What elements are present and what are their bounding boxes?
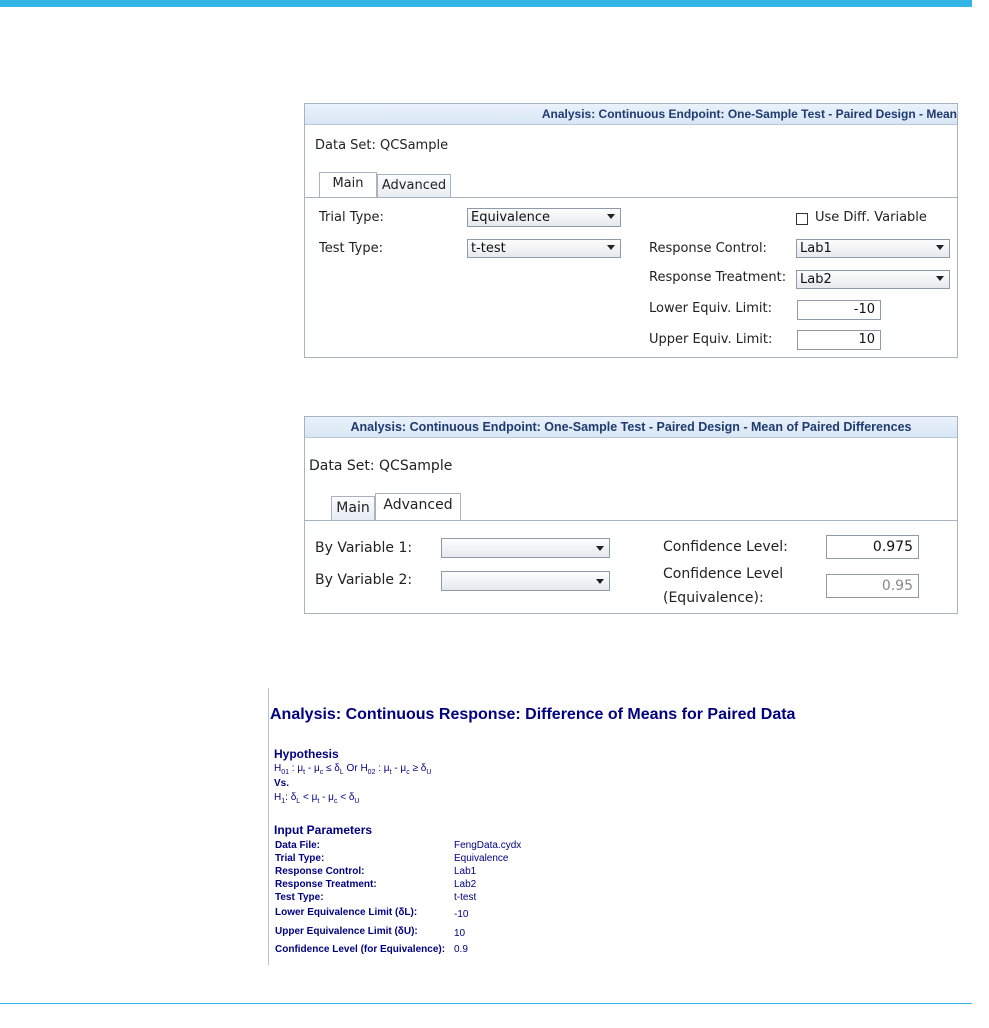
use-diff-checkbox[interactable] bbox=[796, 213, 808, 225]
upper-limit-label: Upper Equiv. Limit: bbox=[649, 332, 773, 347]
confidence-equiv-label-1: Confidence Level bbox=[663, 566, 784, 582]
response-treatment-label: Response Treatment: bbox=[649, 270, 787, 285]
hypothesis-heading: Hypothesis bbox=[274, 747, 339, 761]
tab-advanced[interactable]: Advanced bbox=[377, 174, 451, 197]
dialog-title bbox=[305, 104, 957, 125]
vs-text: Vs. bbox=[274, 778, 290, 789]
test-type-select[interactable] bbox=[467, 239, 621, 258]
param-label: Response Control: bbox=[275, 866, 365, 877]
dataset-label: Data Set: QCSample bbox=[309, 458, 453, 474]
by-variable-1-select[interactable] bbox=[441, 538, 610, 558]
trial-type-label: Trial Type: bbox=[319, 210, 384, 225]
confidence-equiv-input[interactable]: 0.95 bbox=[826, 574, 919, 598]
dialog-title bbox=[305, 417, 957, 438]
tab-main[interactable]: Main bbox=[319, 172, 377, 197]
dialog-main-tab bbox=[304, 103, 958, 358]
dialog-advanced-tab bbox=[304, 416, 958, 614]
param-label: Test Type: bbox=[275, 892, 324, 903]
response-control-select[interactable] bbox=[796, 239, 950, 258]
upper-limit-input[interactable]: 10 bbox=[797, 330, 881, 350]
chevron-down-icon bbox=[607, 245, 615, 250]
response-treatment-select[interactable] bbox=[796, 270, 950, 289]
lower-limit-input[interactable]: -10 bbox=[797, 300, 881, 320]
param-value: Lab1 bbox=[454, 866, 477, 877]
confidence-equiv-label-2: (Equivalence): bbox=[663, 590, 764, 606]
chevron-down-icon bbox=[936, 245, 944, 250]
tab-strip bbox=[305, 492, 957, 521]
by-variable-1-label: By Variable 1: bbox=[315, 540, 413, 556]
report-title: Analysis: Continuous Response: Difference of Means for Paired Data bbox=[270, 706, 796, 723]
by-variable-2-label: By Variable 2: bbox=[315, 572, 413, 588]
param-value: 10 bbox=[454, 928, 466, 939]
dataset-label: Data Set: QCSample bbox=[315, 138, 449, 153]
param-value: Equivalence bbox=[454, 853, 509, 864]
tab-strip bbox=[305, 171, 957, 198]
tab-main[interactable]: Main bbox=[331, 496, 375, 520]
param-label: Confidence Level (for Equivalence): bbox=[275, 944, 446, 955]
param-label: Response Treatment: bbox=[275, 879, 377, 890]
use-diff-label: Use Diff. Variable bbox=[815, 210, 927, 225]
lower-limit-label: Lower Equiv. Limit: bbox=[649, 301, 772, 316]
null-hypothesis: $H_{01}$ : $\mu_t - \mu_c \le \delta_L$ Or $H_{02}$ : $\mu_t - \mu_c \ge \delta_U$ bbox=[274, 763, 432, 776]
test-type-label: Test Type: bbox=[319, 241, 383, 256]
param-label: Data File: bbox=[275, 840, 321, 851]
by-variable-2-select[interactable] bbox=[441, 571, 610, 591]
chevron-down-icon bbox=[936, 276, 944, 281]
test-type-value: t-test bbox=[471, 241, 506, 256]
confidence-level-input[interactable]: 0.975 bbox=[826, 535, 919, 559]
bottom-divider bbox=[0, 1003, 972, 1004]
param-value: Lab2 bbox=[454, 879, 477, 890]
param-value: 0.9 bbox=[454, 944, 468, 955]
param-label: Trial Type: bbox=[275, 853, 325, 864]
param-value: FengData.cydx bbox=[454, 840, 522, 851]
param-label: Upper Equivalence Limit (δU): bbox=[275, 926, 418, 937]
chevron-down-icon bbox=[596, 546, 604, 551]
dialog-title-text: Analysis: Continuous Endpoint: One-Sample Test - Paired Design - Mean bbox=[541, 107, 957, 121]
response-control-value: Lab1 bbox=[800, 241, 832, 256]
chevron-down-icon bbox=[607, 214, 615, 219]
param-label: Lower Equivalence Limit (δL): bbox=[275, 907, 418, 918]
alt-hypothesis: $H_1$: $\delta_L < \mu_t - \mu_c < \delta_U$ bbox=[274, 792, 360, 805]
dialog-title-text: Analysis: Continuous Endpoint: One-Sample Test - Paired Design - Mean of Paired Differences bbox=[350, 420, 912, 434]
input-parameters-heading: Input Parameters bbox=[274, 823, 373, 837]
confidence-level-label: Confidence Level: bbox=[663, 539, 788, 555]
top-accent-bar bbox=[0, 0, 972, 7]
param-value: -10 bbox=[454, 909, 469, 920]
response-treatment-value: Lab2 bbox=[800, 272, 832, 287]
response-control-label: Response Control: bbox=[649, 241, 767, 256]
trial-type-select[interactable] bbox=[467, 208, 621, 227]
trial-type-value: Equivalence bbox=[471, 210, 550, 225]
tab-advanced[interactable]: Advanced bbox=[375, 493, 461, 520]
param-value: t-test bbox=[454, 892, 477, 903]
chevron-down-icon bbox=[596, 579, 604, 584]
